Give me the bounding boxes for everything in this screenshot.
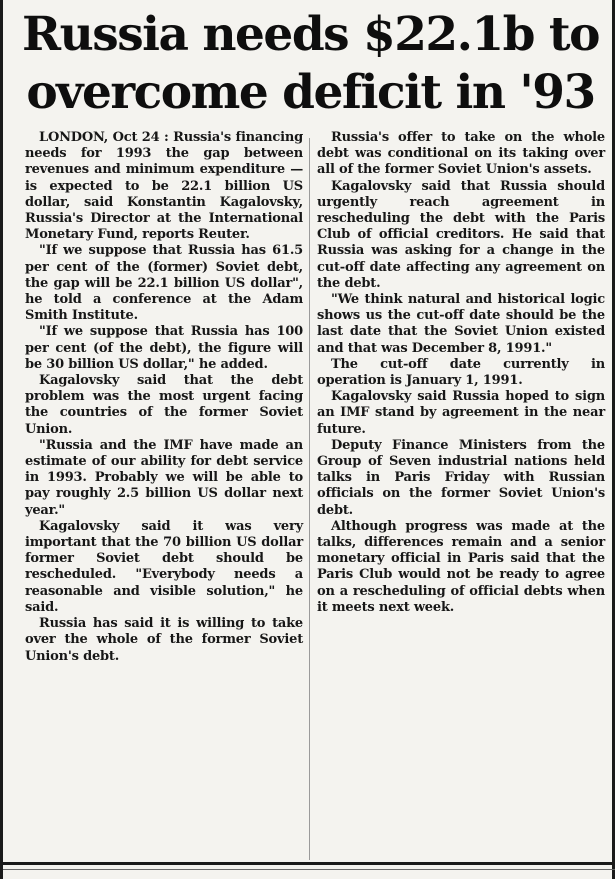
paragraph: Kagalovsky said that Russia should urgently reach agreement in rescheduling the debt with the Paris Club of official creditors. He said that Russia was asking for a change in the cut-off date affecting any agreement on the debt. [317,178,605,291]
paragraph: The cut-off date currently in operation is January 1, 1991. [317,356,605,389]
paragraph: LONDON, Oct 24 : Russia's financing needs for 1993 the gap between revenues and minimum expenditure — is expected to be 22.1 billion US dollar, said Konstantin Kagalovsky, Russia's Director at the International Monetary Fund, reports Reuter. [25,130,303,243]
paragraph: Although progress was made at the talks, differences remain and a senior monetary official in Paris said that the Paris Club would not be ready to agree on a rescheduling of official debts when it meets next week. [317,518,605,615]
paragraph: "We think natural and historical logic shows us the cut-off date should be the last date that the Soviet Union existed and that was December 8, 1991." [317,292,605,356]
paragraph: "If we suppose that Russia has 61.5 per cent of the (former) Soviet debt, the gap will be 22.1 billion US dollar", he told a conference at the Adam Smith Institute. [25,243,303,324]
paragraph: Russia has said it is willing to take over the whole of the former Soviet Union's debt. [25,616,303,664]
paragraph: "If we suppose that Russia has 100 per cent (of the debt), the figure will be 30 billion US dollar," he added. [25,324,303,372]
column-divider [309,138,310,860]
paragraph: Deputy Finance Ministers from the Group of Seven industrial nations held talks in Paris Friday with Russian officials on the former Soviet Union's debt. [317,437,605,518]
headline-line-2: overcome deficit in '93 [26,65,595,120]
headline [13,6,608,122]
paragraph: Kagalovsky said it was very important that the 70 billion US dollar former Soviet debt should be rescheduled. "Everybody needs a reasonable and visible solution," he said. [25,518,303,615]
article-column-right [317,130,605,616]
paragraph: "Russia and the IMF have made an estimate of our ability for debt service in 1993. Probably we will be able to pay roughly 2.5 billion US dollar next year." [25,437,303,518]
paragraph: Kagalovsky said that the debt problem was the most urgent facing the countries of the former Soviet Union. [25,373,303,437]
headline-line-1: Russia needs $22.1b to [22,7,599,62]
article-column-left [25,130,303,665]
bottom-rule-thin [3,869,615,870]
paragraph: Kagalovsky said Russia hoped to sign an IMF stand by agreement in the near future. [317,389,605,437]
paragraph: Russia's offer to take on the whole debt was conditional on its taking over all of the former Soviet Union's assets. [317,130,605,178]
bottom-rule [3,862,615,865]
